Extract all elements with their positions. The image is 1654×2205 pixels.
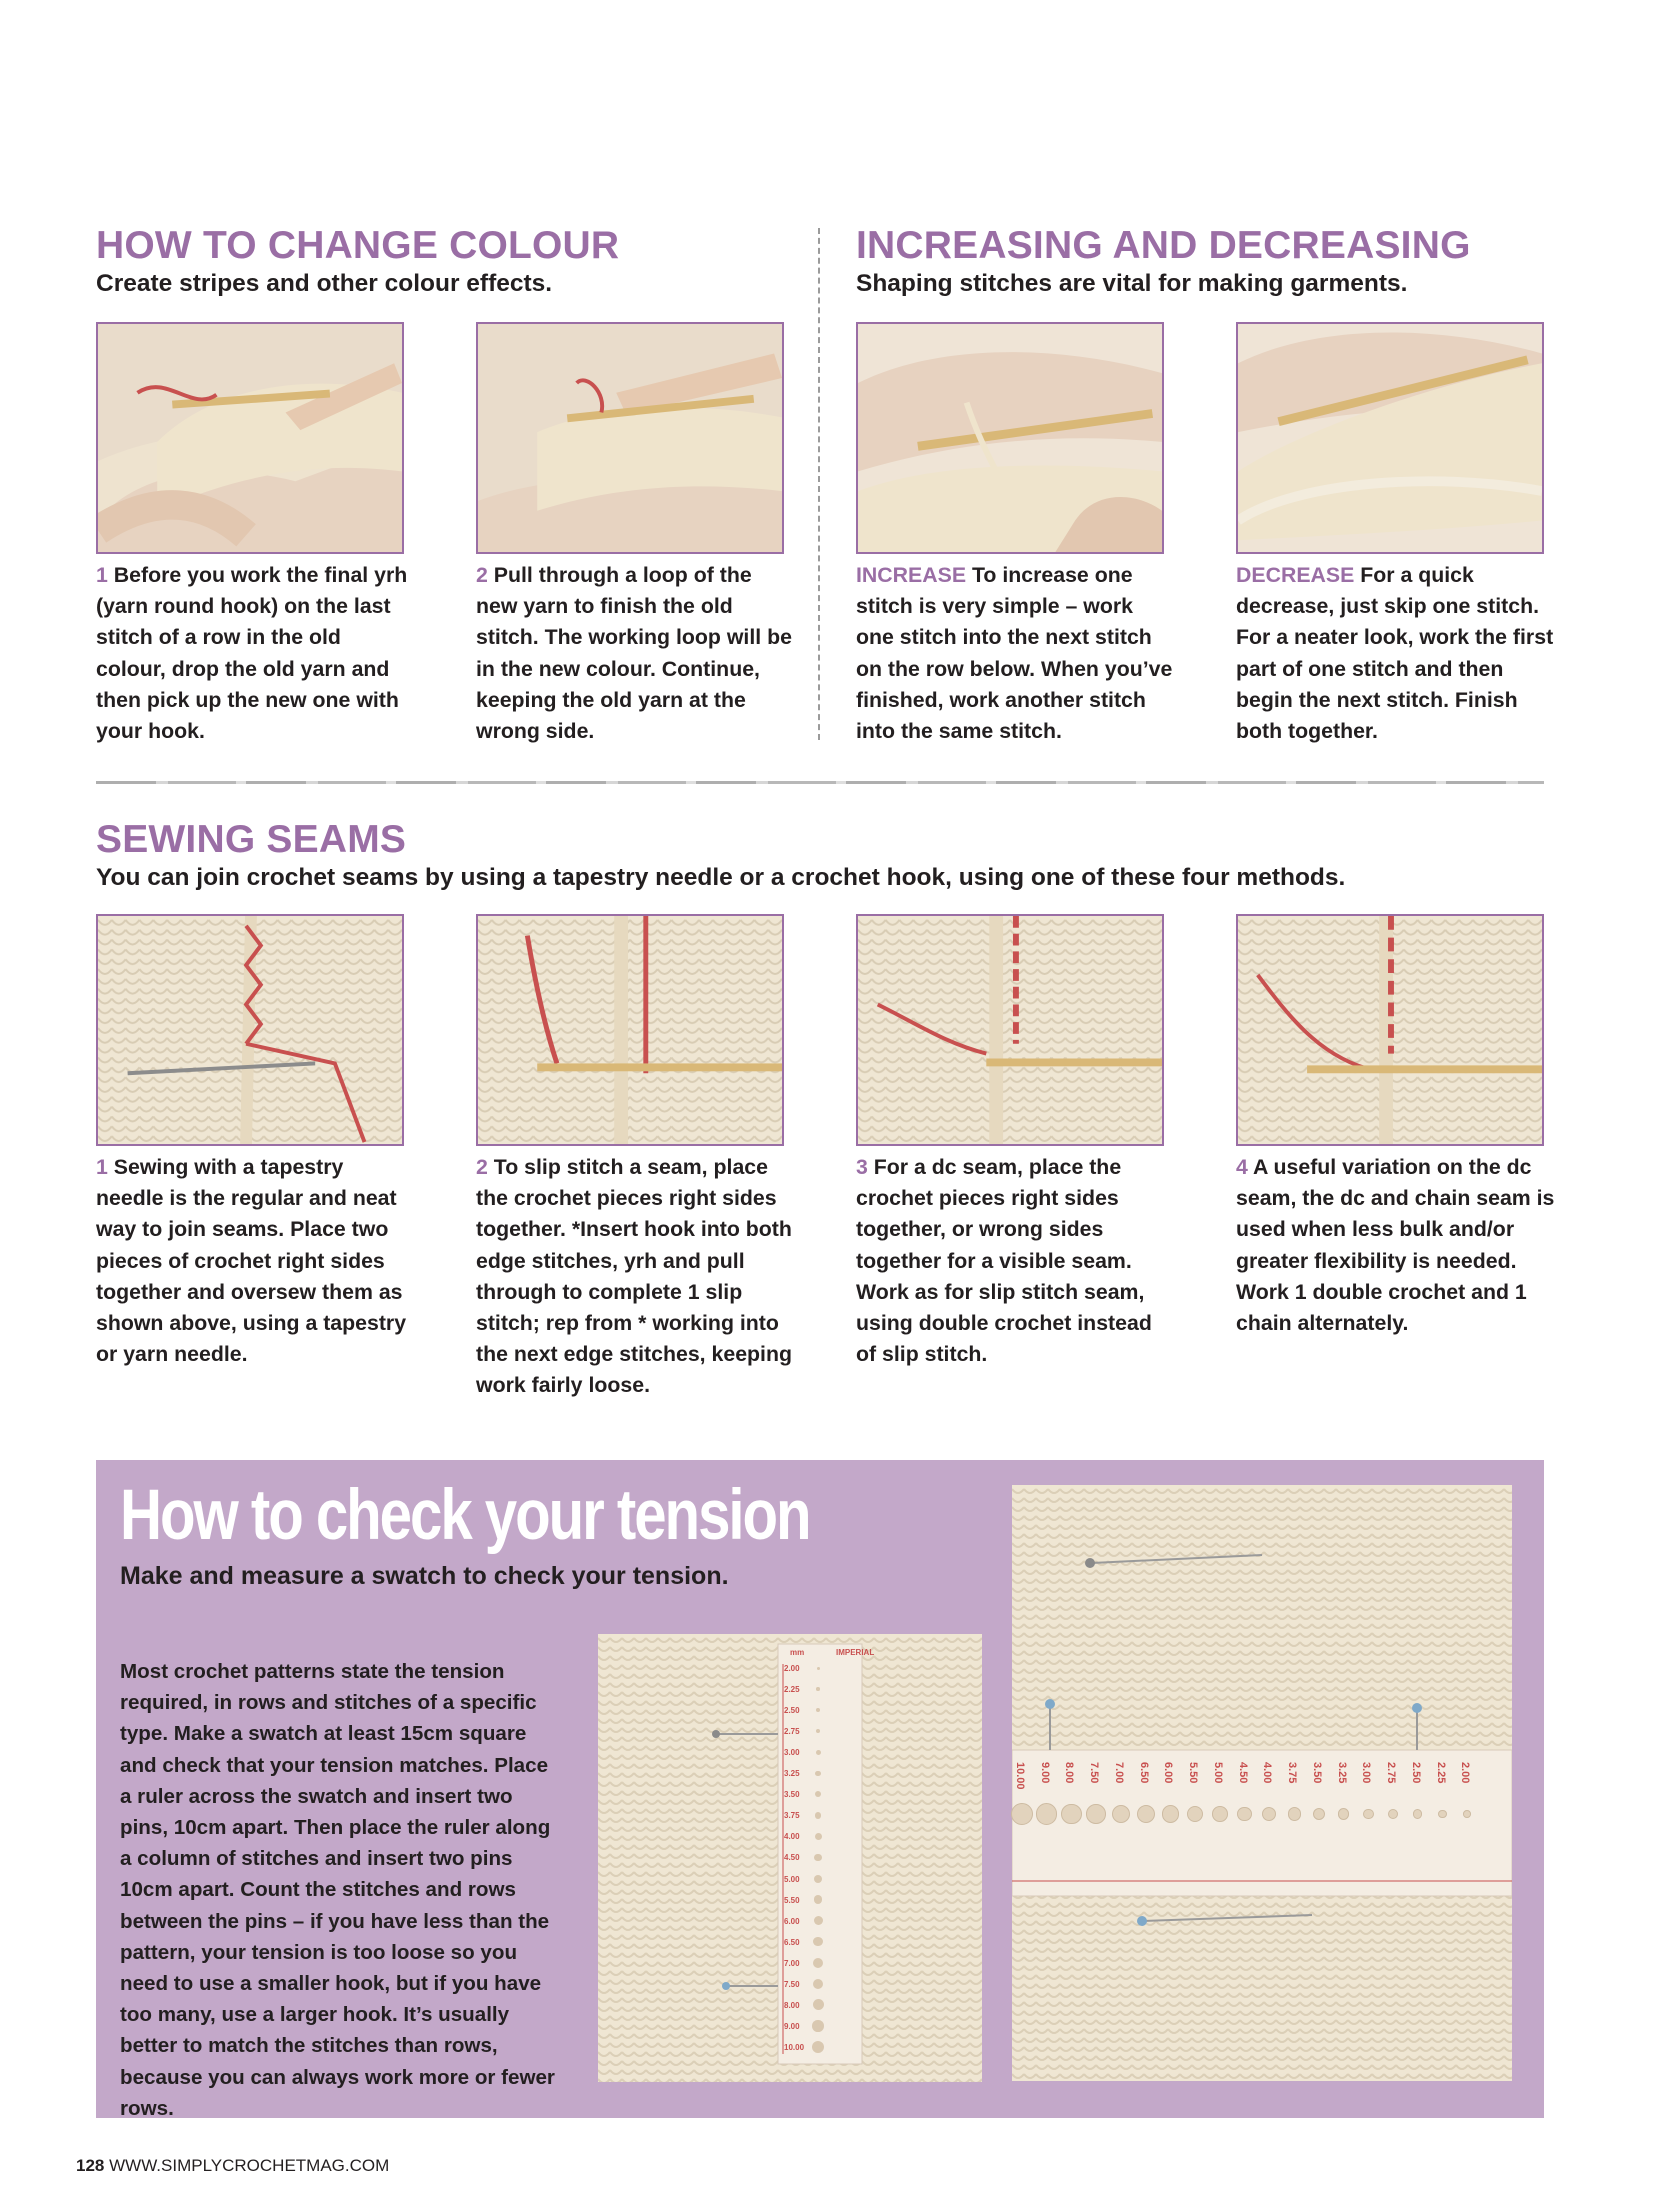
tension-title: How to check your tension	[120, 1476, 810, 1555]
gauge-size-label: 4.00	[784, 1832, 800, 1842]
gauge-hole	[1187, 1806, 1203, 1822]
step-text: For a quick decrease, just skip one stitch. For a neater look, work the first part of one stitch and then begin the next stitch. Finish both together.	[1236, 563, 1554, 744]
gauge-size-label: 2.25	[1434, 1762, 1447, 1784]
gauge-size-label: 10.00	[784, 2042, 805, 2052]
inc-dec-title: INCREASING AND DECREASING	[856, 224, 1471, 267]
gauge-hole	[1036, 1803, 1057, 1824]
gauge-hole	[1237, 1807, 1252, 1822]
gauge-size-label: 2.25	[784, 1685, 800, 1695]
step-number: 2	[476, 563, 488, 587]
step-text: A useful variation on the dc seam, the dc and chain seam is used when less bulk and/or greater flexibility is needed. Work 1 double crochet and 1 chain alternately.	[1236, 1155, 1555, 1336]
gauge-hole	[1086, 1804, 1106, 1824]
page-footer	[76, 2156, 389, 2176]
step-number: 1	[96, 563, 108, 587]
gauge-hole	[815, 1771, 821, 1777]
photo-seam-step-1	[96, 914, 404, 1146]
tension-body: Most crochet patterns state the tension required, in rows and stitches of a specific type. Make a swatch at least 15cm square and check that your tension matches. Place a ruler across the swatch and insert two pins, 10cm apart. Then place the ruler along a column of stitches and insert two pins 10cm apart. Count the stitches and rows between the pins – if you have less than the pattern, your tension is too loose so you need to use a smaller hook, but if you have too many, use a larger hook. It’s usually better to match the stitches than rows, because you can always work more or fewer rows.	[120, 1660, 555, 2120]
gauge-size-label: 4.00	[1261, 1762, 1274, 1784]
photo-seam-step-2	[476, 914, 784, 1146]
photo-increase	[856, 322, 1164, 554]
gauge-hole	[1363, 1809, 1374, 1820]
step-text: To increase one stitch is very simple – work one stitch into the next stitch on the row below. When you’ve finished, work another stitch into the same stitch.	[856, 563, 1173, 744]
gauge-size-label: 2.75	[784, 1727, 800, 1737]
photo-decrease	[1236, 322, 1544, 554]
caption-change-colour-step-2	[476, 560, 796, 747]
gauge-size-label: 3.75	[1286, 1762, 1299, 1784]
gauge-size-label: 4.50	[1236, 1762, 1249, 1784]
gauge-size-label: 9.00	[1038, 1762, 1051, 1784]
gauge-size-label: 8.00	[1063, 1762, 1076, 1784]
gauge-hole	[814, 1875, 822, 1883]
gauge-hole	[814, 1895, 823, 1904]
gauge-hole	[815, 1833, 822, 1840]
gauge-size-label: 3.25	[1335, 1762, 1348, 1784]
gauge-hole	[1338, 1808, 1350, 1820]
gauge-size-label: 5.50	[784, 1895, 800, 1905]
caption-seam-step-4	[1236, 1152, 1556, 1339]
caption-seam-step-2	[476, 1152, 796, 1402]
gauge-size-label: 8.00	[784, 2000, 800, 2010]
gauge-vertical-sizes	[784, 1664, 844, 2074]
gauge-hole	[1438, 1810, 1446, 1818]
gauge-hole	[1112, 1805, 1131, 1824]
gauge-hole	[815, 1791, 821, 1797]
gauge-hole	[813, 1958, 823, 1968]
gauge-label-mm: mm	[790, 1648, 805, 1657]
gauge-hole	[1212, 1806, 1228, 1822]
gauge-size-label: 5.00	[784, 1874, 800, 1884]
step-text: Sewing with a tapestry needle is the regular and neat way to join seams. Place two pieces of crochet right sides together and oversew them as shown above, using a tapestry or yarn needle.	[96, 1155, 407, 1367]
gauge-hole	[817, 1667, 820, 1670]
gauge-size-label: 6.00	[784, 1916, 800, 1926]
page-number: 128	[76, 2156, 105, 2175]
gauge-label-imperial: IMPERIAL	[836, 1648, 875, 1657]
change-colour-subtitle: Create stripes and other colour effects.	[96, 270, 553, 297]
gauge-hole	[816, 1750, 821, 1755]
gauge-hole	[1388, 1809, 1398, 1819]
gauge-size-label: 3.00	[1360, 1762, 1373, 1784]
gauge-horizontal-sizes	[1014, 1752, 1506, 1872]
caption-seam-step-3	[856, 1152, 1176, 1370]
gauge-hole	[812, 2020, 824, 2032]
gauge-hole	[1162, 1805, 1179, 1822]
change-colour-title: HOW TO CHANGE COLOUR	[96, 224, 620, 267]
gauge-hole	[1262, 1807, 1276, 1821]
step-text: Pull through a loop of the new yarn to finish the old stitch. The working loop will be in the new colour. Continue, keeping the old yarn at the wrong side.	[476, 563, 792, 744]
gauge-size-label: 3.75	[784, 1811, 800, 1821]
gauge-size-label: 5.50	[1187, 1762, 1200, 1784]
gauge-size-label: 4.50	[784, 1853, 800, 1863]
gauge-size-label: 7.50	[784, 1979, 800, 1989]
step-keyword: INCREASE	[856, 563, 967, 587]
inc-dec-subtitle: Shaping stitches are vital for making garments.	[856, 270, 1408, 297]
caption-change-colour-step-1	[96, 560, 416, 747]
gauge-hole	[813, 1979, 824, 1990]
gauge-hole	[816, 1687, 820, 1691]
photo-change-colour-step-1	[96, 322, 404, 554]
gauge-hole	[816, 1708, 820, 1712]
gauge-size-label: 3.25	[784, 1769, 800, 1779]
gauge-size-label: 7.00	[1112, 1762, 1125, 1784]
gauge-size-label: 2.75	[1385, 1762, 1398, 1784]
gauge-hole	[812, 2041, 824, 2053]
gauge-hole	[814, 1916, 823, 1925]
gauge-size-label: 9.00	[784, 2021, 800, 2031]
gauge-hole	[813, 1999, 824, 2010]
photo-change-colour-step-2	[476, 322, 784, 554]
tension-subtitle: Make and measure a swatch to check your tension.	[120, 1562, 729, 1590]
photo-seam-step-4	[1236, 914, 1544, 1146]
gauge-size-label: 2.00	[1459, 1762, 1472, 1784]
gauge-size-label: 6.00	[1162, 1762, 1175, 1784]
step-text: Before you work the final yrh (yarn round hook) on the last stitch of a row in the old colour, drop the old yarn and then pick up the new one with your hook.	[96, 563, 408, 744]
seams-subtitle: You can join crochet seams by using a tapestry needle or a crochet hook, using one of these four methods.	[96, 864, 1346, 891]
gauge-size-label: 3.50	[784, 1790, 800, 1800]
gauge-size-label: 6.50	[1137, 1762, 1150, 1784]
caption-decrease	[1236, 560, 1556, 747]
gauge-hole	[1061, 1804, 1081, 1824]
site-url: WWW.SIMPLYCROCHETMAG.COM	[109, 2156, 390, 2175]
step-keyword: DECREASE	[1236, 563, 1355, 587]
caption-increase	[856, 560, 1176, 747]
gauge-size-label: 2.50	[1409, 1762, 1422, 1784]
caption-seam-step-1	[96, 1152, 416, 1370]
gauge-hole	[816, 1729, 821, 1734]
gauge-size-label: 5.00	[1211, 1762, 1224, 1784]
gauge-size-label: 2.50	[784, 1706, 800, 1716]
gauge-hole	[1011, 1803, 1033, 1825]
gauge-hole	[813, 1937, 823, 1947]
section-divider	[96, 781, 1544, 784]
step-number: 4	[1236, 1155, 1248, 1179]
gauge-hole	[1413, 1809, 1422, 1818]
gauge-hole	[815, 1812, 822, 1819]
gauge-hole	[1313, 1808, 1325, 1820]
seams-title: SEWING SEAMS	[96, 818, 407, 861]
column-divider	[818, 228, 820, 740]
gauge-size-label: 3.50	[1310, 1762, 1323, 1784]
gauge-hole	[1463, 1810, 1471, 1818]
gauge-size-label: 7.50	[1088, 1762, 1101, 1784]
gauge-size-label: 3.00	[784, 1748, 800, 1758]
step-number: 2	[476, 1155, 488, 1179]
gauge-hole	[814, 1854, 822, 1862]
gauge-hole	[1288, 1807, 1301, 1820]
step-text: To slip stitch a seam, place the crochet pieces right sides together. *Insert hook into both edge stitches, yrh and pull through to complete 1 slip stitch; rep from * working into the next edge stitches, keeping work fairly loose.	[476, 1155, 792, 1398]
step-number: 1	[96, 1155, 108, 1179]
gauge-size-label: 2.00	[784, 1664, 800, 1673]
gauge-size-label: 7.00	[784, 1958, 800, 1968]
step-number: 3	[856, 1155, 868, 1179]
photo-seam-step-3	[856, 914, 1164, 1146]
step-text: For a dc seam, place the crochet pieces right sides together, or wrong sides together for a visible seam. Work as for slip stitch seam, using double crochet instead of slip stitch.	[856, 1155, 1152, 1367]
gauge-size-label: 6.50	[784, 1937, 800, 1947]
gauge-size-label: 10.00	[1014, 1762, 1026, 1790]
gauge-hole	[1137, 1805, 1155, 1823]
